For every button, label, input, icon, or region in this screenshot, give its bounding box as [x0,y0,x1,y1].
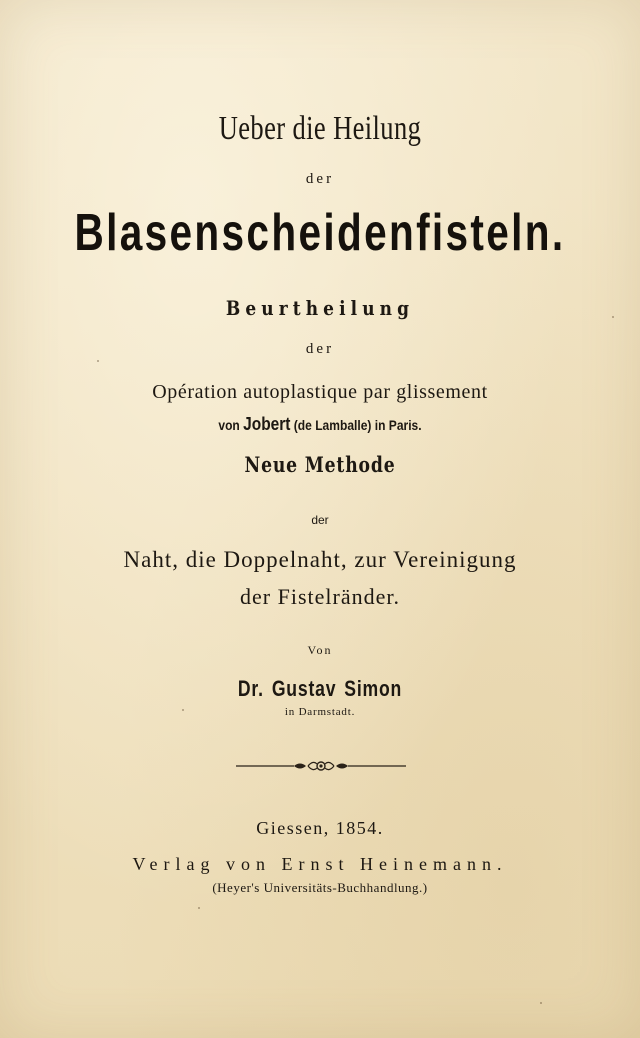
von-line: Von [307,643,333,657]
article-der-3: der [311,513,329,527]
article-der-1: der [305,171,335,187]
jobert-name: Jobert [243,414,291,434]
subtitle-beurtheilung: Beurtheilung [225,296,415,320]
paper-speck [97,360,99,362]
jobert-place: (de Lamballe) in Paris. [293,417,422,433]
author-line [64,676,576,702]
author-first-name: Gustav [271,676,337,701]
naht-line: Naht, die Doppelnaht, zur Vereinigung [123,547,517,572]
imprint-place-year: Giessen, 1854. [256,818,384,838]
operation-line: Opération autoplastique par glissement [152,381,488,403]
fistelraender-line: der Fistelränder. [240,584,400,609]
ornament-rule-icon [236,758,406,774]
imprint-publisher: Verlag von Ernst Heinemann. [132,854,508,874]
paper-speck [198,907,200,909]
jobert-line [45,414,595,435]
author-city: in Darmstadt. [284,706,356,718]
paper-speck [612,316,614,318]
article-der-2: der [305,341,335,357]
imprint-bookshop: (Heyer's Universitäts-Buchhandlung.) [212,880,428,895]
title-line-1: Ueber die Heilung [218,110,422,147]
jobert-von: von [218,417,240,433]
paper-speck [182,709,184,711]
neue-methode-heading: Neue Methode [244,452,396,477]
author-title: Dr. [237,676,264,701]
paper-speck [540,1002,542,1004]
author-last-name: Simon [344,676,403,701]
main-title: Blasenscheidenfisteln. [74,204,566,262]
